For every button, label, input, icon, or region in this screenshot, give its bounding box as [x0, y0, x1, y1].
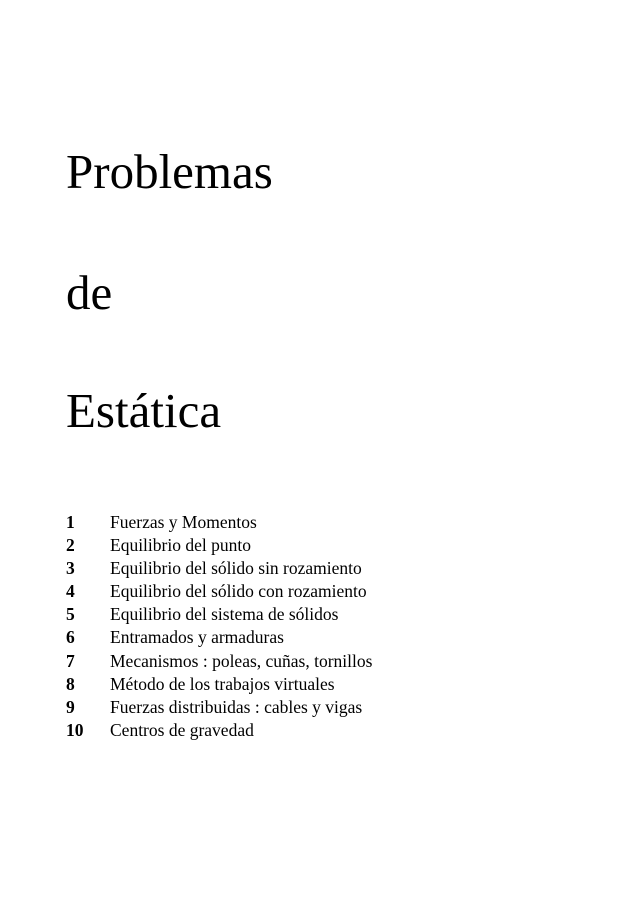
- toc-number: 9: [66, 696, 75, 717]
- toc-number: 6: [66, 627, 75, 648]
- toc-item: [66, 581, 372, 604]
- toc-number: 10: [66, 719, 84, 740]
- toc-number: 7: [66, 650, 75, 671]
- toc-item: [66, 627, 372, 650]
- toc-label: Equilibrio del sistema de sólidos: [110, 604, 339, 625]
- toc-label: Equilibrio del sólido sin rozamiento: [110, 558, 362, 579]
- toc-number: 5: [66, 604, 75, 625]
- toc-item: [66, 720, 372, 743]
- title-line-de: de: [66, 265, 113, 320]
- toc-item: [66, 558, 372, 581]
- toc-number: 8: [66, 673, 75, 694]
- title-line-estatica: Estática: [66, 383, 222, 438]
- toc-number: 1: [66, 512, 75, 532]
- toc-item: [66, 651, 372, 674]
- toc-label: Fuerzas distribuidas : cables y vigas: [110, 696, 363, 717]
- toc-label: Fuerzas y Momentos: [110, 512, 257, 532]
- toc-number: 2: [66, 535, 75, 556]
- toc-label: Método de los trabajos virtuales: [110, 673, 335, 694]
- toc-label: Entramados y armaduras: [110, 627, 284, 648]
- toc-label: Equilibrio del sólido con rozamiento: [110, 581, 367, 602]
- toc-item: [66, 535, 372, 558]
- toc-label: Equilibrio del punto: [110, 535, 251, 556]
- title-line-problemas: Problemas: [66, 144, 273, 199]
- table-of-contents: [66, 512, 372, 743]
- toc-number: 3: [66, 558, 75, 579]
- toc-number: 4: [66, 581, 75, 602]
- toc-item: [66, 674, 372, 697]
- toc-item: [66, 697, 372, 720]
- toc-item: [66, 604, 372, 627]
- toc-label: Mecanismos : poleas, cuñas, tornillos: [110, 650, 373, 671]
- toc-item: [66, 512, 372, 535]
- toc-label: Centros de gravedad: [110, 719, 254, 740]
